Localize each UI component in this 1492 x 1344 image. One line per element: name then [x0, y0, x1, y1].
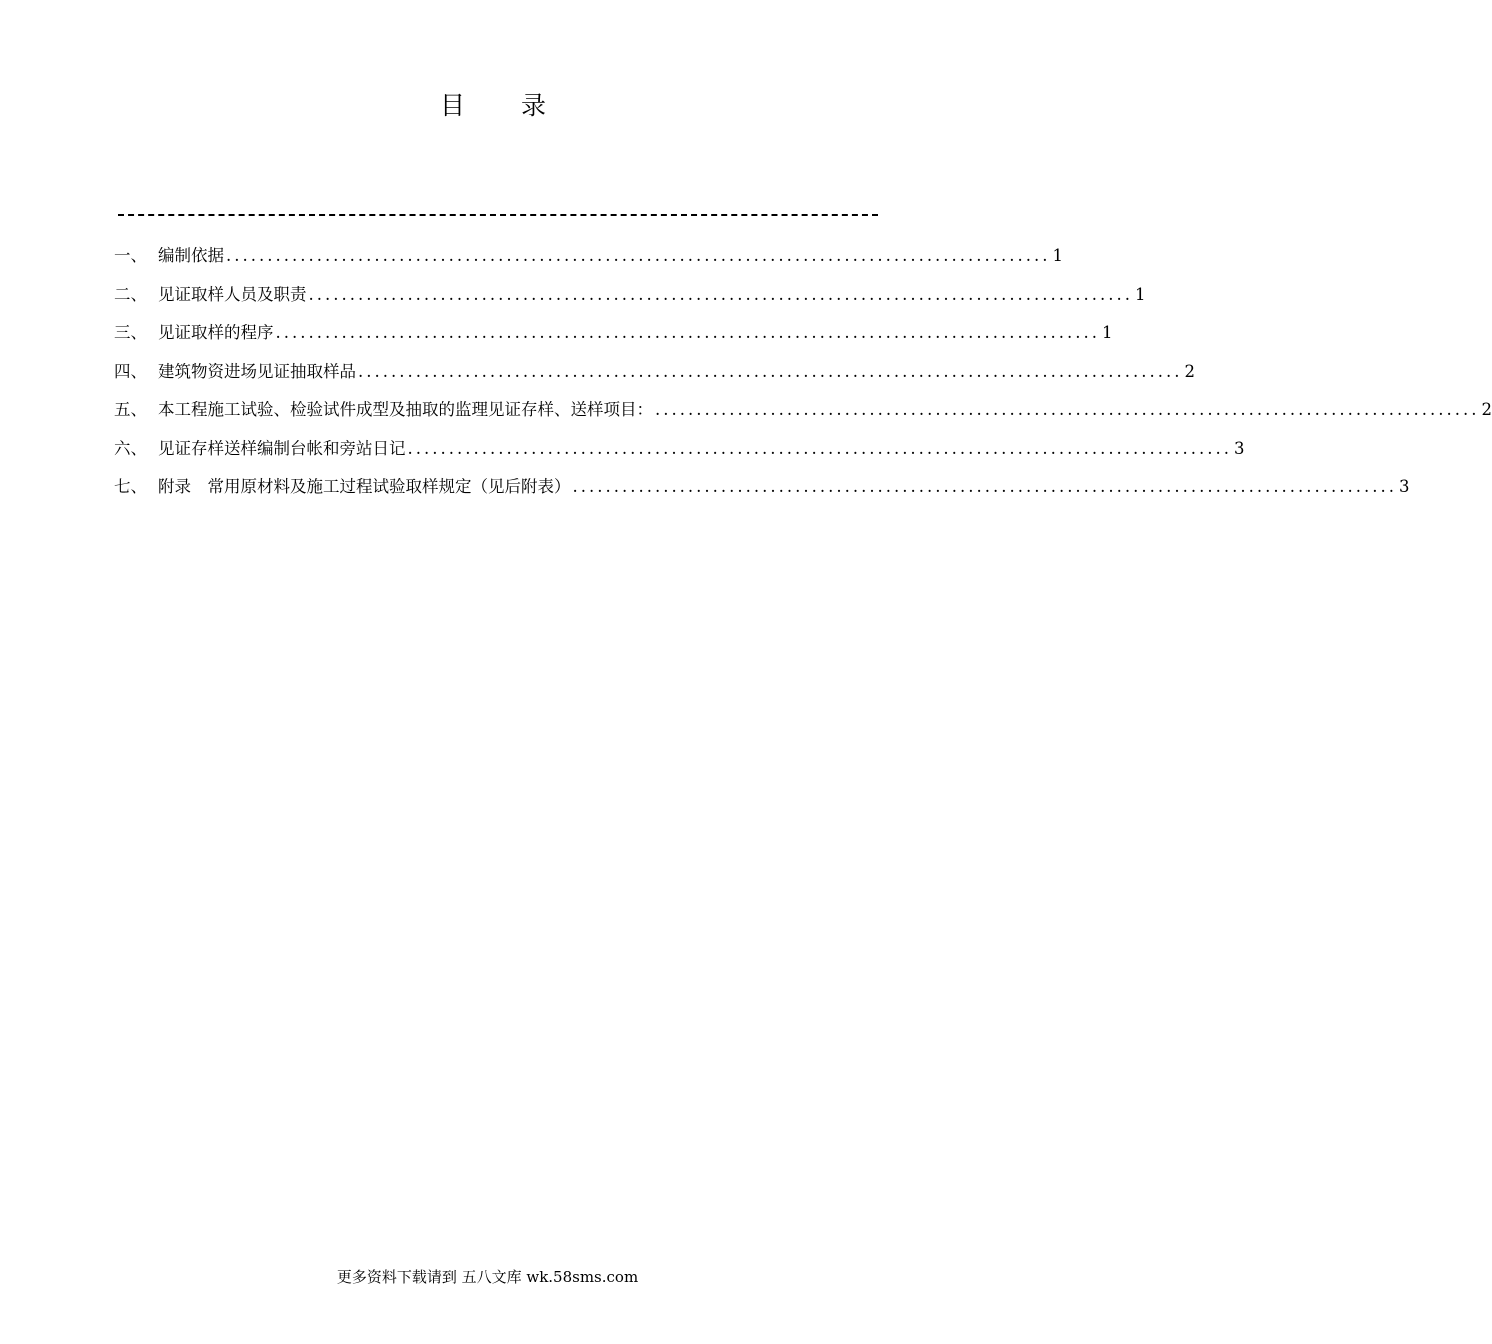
toc-entry-5[interactable] [114, 396, 1492, 435]
toc-entry-3[interactable] [114, 319, 1113, 358]
toc-entry-2[interactable] [114, 281, 1146, 320]
toc-entry-4[interactable] [114, 358, 1195, 397]
toc-leader: .................................................................................................... [275, 323, 1100, 342]
toc-number: 二、 [114, 284, 147, 304]
toc-number: 一、 [114, 246, 147, 265]
toc-page-number: 2 [1481, 400, 1492, 419]
toc-page-number: 1 [1102, 323, 1113, 342]
toc-leader: .................................................................................................... [407, 438, 1232, 458]
toc-page-number: 1 [1135, 284, 1146, 304]
toc-entry-7[interactable] [114, 473, 1410, 512]
page-title: 目 录 [440, 91, 570, 120]
toc-text: 编制依据 [158, 246, 224, 265]
toc-text: 建筑物资进场见证抽取样品 [158, 361, 356, 381]
toc-text: 见证存样送样编制台帐和旁站日记 [158, 438, 406, 458]
toc-number: 六、 [114, 438, 147, 458]
toc-leader: .................................................................................................... [226, 246, 1051, 265]
toc-number: 五、 [114, 400, 147, 419]
dashed-divider [118, 214, 878, 216]
footer-note: 更多资料下载请到 五八文库 wk.58sms.com [336, 1268, 639, 1286]
toc-leader: .................................................................................................... [572, 477, 1397, 496]
toc-entry-6[interactable] [114, 435, 1245, 474]
toc-page-number: 2 [1184, 361, 1195, 381]
toc-leader: .................................................................................................... [308, 284, 1133, 304]
toc-leader: .................................................................................................... [655, 400, 1480, 419]
toc-number: 四、 [114, 361, 147, 381]
toc-number: 七、 [114, 477, 147, 496]
toc-text: 本工程施工试验、检验试件成型及抽取的监理见证存样、送样项目： [158, 400, 653, 419]
table-of-contents [114, 242, 1492, 512]
toc-page-number: 3 [1399, 477, 1410, 496]
toc-number: 三、 [114, 323, 147, 342]
toc-page-number: 3 [1234, 438, 1245, 458]
toc-leader: .................................................................................................... [358, 361, 1183, 381]
toc-text: 见证取样人员及职责 [158, 284, 307, 304]
toc-text: 附录 常用原材料及施工过程试验取样规定（见后附表） [158, 477, 571, 496]
toc-page-number: 1 [1052, 246, 1063, 265]
toc-entry-1[interactable] [114, 242, 1063, 281]
toc-text: 见证取样的程序 [158, 323, 274, 342]
